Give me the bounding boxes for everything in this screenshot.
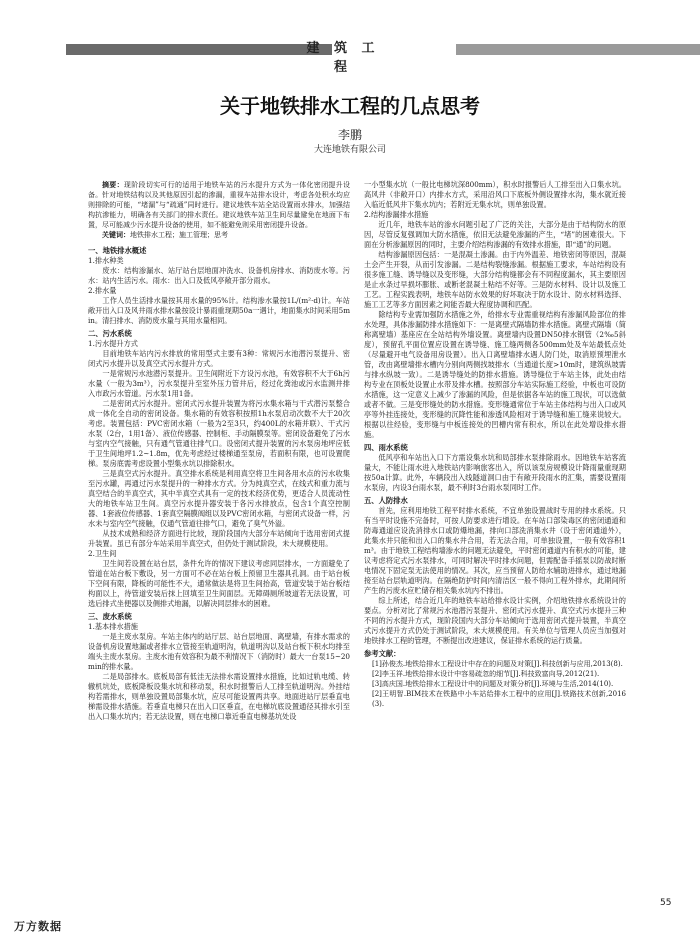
section-tag: 建 筑 工 程 xyxy=(306,41,380,75)
reference-item: [1]孙俊杰.地铁给排水工程设计中存在的问题及对策[J].科技创新与应用,2013(8). xyxy=(372,660,623,668)
reference-item: [2]李玉祥.地铁给排水设计中容易疏忽的细节[J].科技致富向导,2012(21). xyxy=(372,670,600,678)
subsection-heading: 1.排水种类 xyxy=(88,256,124,265)
keywords xyxy=(88,230,350,240)
right-column xyxy=(364,180,626,709)
paragraph: 工作人员生活排水量按其用水量的95%计。结构渗水量按1L/(m²·d)计。车站敞开出入口及风井雨水排水量按设计暴雨重现期50a一遇计，地面集水时间采用5min。清扫排水、消防废水量与其用水量相同。 xyxy=(88,296,351,325)
paragraph: 首先，应利用地铁工程平时排水系统，不宜单独设置战时专用的排水系统。只有当平时设施不完备时，可按人防要求进行增设。在车站口部染毒区的密闭通道和防毒通道应设洗消排水口或防爆地漏，排向口部洗消集水井（设于密闭通道外），此集水井只能和出入口的集水井合用，若无法合用，可单独设置，一般有效容积1m³。由于地铁工程结构墙渗水的问题无法避免，平时密闭通道内有积水的可能，建议考虑将定式污水泵排水，可同时解决平时排水问题，但需配备手摇泵以防战时断电情况下固定泵无法使用的情况。其次，应当预留人防给水辅助进排水，通过地漏接至站台层轨道明沟。在隔绝防护时间内清洁区一般不得向工程外排水，此期间所产生的污废水应贮储存相关集水坑内不排出。 xyxy=(364,506,626,595)
paragraph: 除结构专业需加强防水措施之外，给排水专业需重视结构有渗漏风险部位的排水处理，具体渗漏防排水措施如下：一是离壁式隔墙防排水措施。离壁式隔墙（简称离壁墙）基座应在全站结构外墙设置。离壁墙内设置DN50排水钢管（2‰5斜度），预留孔平面位置应设置在诱导缝、施工缝两侧各500mm处及车站最低点处（尽量避开电气设备用房设置）。出入口离壁墙排水遇人防门处，取消原预埋泄水管，改由离壁墙排水槽内分别向两侧找坡排水（当通道长度>10m时，建筑纵坡需与排水纵坡一致）。二是诱导缝处的防排水措施。诱导缝位于车站主体，此处由结构专业在顶板处设置止水带及排水槽。按照部分车站实际施工经验，中板也可设防水措施，这一定意义上减少了渗漏的风险，但是依据各车站的施工现状，可以选做或者不做。三是变形缝处的防水措施。变形缝通常位于车站主体结构与出入口或风亭等外挂连接处，变形缝的沉降性能和渗透风险相对于诱导缝和施工缝来说较大。根据以往经验，变形缝与中板连接处的凹槽内常有积水，所以在此处增设排水措施。 xyxy=(364,310,626,439)
paragraph: 综上所述，结合近几年的地铁车站给排水设计实例，介绍地铁排水系统设计的要点。分析对比了常规污水池潜污泵提升、密闭式污水提升、真空式污水提升三种不同的污水提升方式，现阶段国内大部分车站倾向于选用密闭式提升装置，半真空式污水提升方式仍处于测试阶段，未大规模使用。有关单位与管理人员应当加强对地铁排水工程的管理，不断提出改进建议，保证排水系统的运行质量。 xyxy=(364,596,626,645)
paragraph: 一小型集水坑（一般比电梯坑深800mm），积水时报警后人工排至出入口集水坑。高风井（非敞开口）内排水方式，采用沿风口下底板外侧设置排水沟，集水就近接入临近低风井下集水坑内；若附近无集水坑，则单独设置。 xyxy=(364,180,626,209)
page-number: 55 xyxy=(660,898,672,908)
author-name: 李鹏 xyxy=(337,128,362,142)
section-heading: 一、地铁排水概述 xyxy=(88,246,147,255)
keywords-text: 地铁排水工程；施工管理；思考 xyxy=(130,231,228,239)
author-affiliation: 大连地铁有限公司 xyxy=(313,145,386,155)
paragraph: 低风亭和车站出入口下方需设集水坑和局部排水泵排除雨水。因地铁车站客流量大，不能让雨水进入地铁站内影响旅客出入，所以该泵房规模设计降雨量重现期按50a计算。此外，车辆段出入线隧道洞口由于有敞开段雨水的汇集，需要设置雨水泵房，内设3台雨水泵，最不利时3台雨水泵同时工作。 xyxy=(364,453,626,492)
left-column xyxy=(88,180,350,722)
abstract-label: 摘要： xyxy=(102,181,124,189)
section-heading: 四、雨水系统 xyxy=(364,443,408,452)
header-bar-left xyxy=(66,44,332,55)
reference-item: [3]高庆国.地铁给排水工程设计中的问题及对策分析[J].环境与生活,2014(10). xyxy=(372,680,614,688)
subsection-heading: 1.基本排水措施 xyxy=(88,622,138,631)
paragraph: 从技术成熟和经济方面进行比较，现阶段国内大部分车站倾向于选用密闭式提升装置。虽已有部分车站采用半真空式，但仍处于测试阶段，未大规模使用。 xyxy=(88,529,350,548)
paragraph: 目前地铁车站内污水排放的常用型式主要有3种：常规污水池潜污泵提升、密闭式污水提升以及真空式污水提升方式。 xyxy=(88,349,350,368)
paragraph: 废水：结构渗漏水、站厅站台层地面冲洗水、设备机房排水、消防废水等。污水：站内生活污水。雨水：出入口及低风亭敞开部分雨水。 xyxy=(88,266,350,285)
paragraph: 近几年，地铁车站的渗水问题引起了广泛的关注，大部分是由于结构防水的原因，尽管反复强调加大防水措施，依旧无法避免渗漏的产生，“堵”的困难很大。下面在分析渗漏原因的同时，主要介绍结构渗漏的有效排水措施，即“通”的问题。 xyxy=(364,220,626,249)
paragraph: 二是密闭式污水提升。密闭式污水提升装置为将污水集水箱与干式潜污泵整合成一体化全自动的密闭设备。集水箱的有效容积按照1h水泵启动次数不大于20次考虑。装置包括：PVC密闭水箱（一般为2至3只，约400L的水箱并联）、干式污水泵（2台，1用1备）、液位传感器、控制柜、手动隔膜泵等。密闭设备避免了污水与室内空气接触，只有通气管通往排气口。设密闭式提升装置的污水泵房地坪应低于卫生间地坪1.2~1.8m，优先考虑经过楼梯通至泵房，若面积有限，也可设置爬梯。泵房底需考虑设置小型集水坑以排除积水。 xyxy=(88,399,350,468)
header-bar-right xyxy=(456,44,700,55)
section-heading: 三、废水系统 xyxy=(88,612,132,621)
subsection-heading: 2.排水量 xyxy=(88,286,117,295)
subsection-heading: 2.卫生间 xyxy=(88,549,117,558)
right-column-body xyxy=(364,180,626,709)
abstract-text: 现阶段切实可行的适用于地铁车站的污水提升方式为一体化密闭提升设备。针对地铁结构以及其他原因引起的渗漏，重视车站排水设计，考虑各处积水均应则排除的可能，“堵漏”与“疏通”同时进行。建议地铁车站全站设置雨水排水，加强结构抗渗能力，明确各有关部门的排水责任。建议地铁车站卫生间尽量避免在地面下布置，尽可能减少污水提升设备的使用，如不能避免则采用密闭提升设备。 xyxy=(88,181,351,229)
abstract xyxy=(88,180,350,230)
paragraph: 三是真空式污水提升。真空排水系统是利用真空将卫生间各用水点的污水收集至污水罐，再通过污水泵提升的一种排水方式。分为纯真空式，在线式和重力流与真空结合的半真空式，其中半真空式具有一定的技术经济优势，更适合人员流动性大的地铁车站卫生间。真空污水提升器安装于各污水排放点，包含1个真空控制器、1套液位传感器、1套真空隔膜阀组以及PVC密闭水箱，与密闭式设备一样，污水未与室内空气接触，仅通气管道往排气口，避免了臭气外溢。 xyxy=(88,469,350,528)
section-heading: 二、污水系统 xyxy=(88,329,132,338)
paragraph: 一是常规污水池潜污泵提升。卫生间附近下方设污水池，有效容积不大于6h污水量（一般为3m³），污水泵提升至室外压力管井后，经过化粪池或污水监测井排入市政污水管道。污水泵1用1备。 xyxy=(88,369,350,398)
paragraph: 结构渗漏原因包括：一是混凝土渗漏。由于内外温差、地铁密闭等原因，混凝土会产生开裂，从而引发渗漏。二是结构裂缝渗漏。根据施工要求，车站结构设有很多施工缝、诱导缝以及变形缝，大部分结构缝都会有不同程度漏水，其主要原因是止水条过早损坏膨胀、或断老混凝土粘结不好等。三是防水材料、设计以及施工工艺。工程实践表明，地铁车站防水效果的好坏取决于防水设计、防水材料选择、施工工艺等多方面因素之间能否最大程度协调和匹配。 xyxy=(364,250,626,309)
paragraph: 卫生间若设置在站台层，条件允许的情况下建议考虑同层排水，一方面避免了管道在站台板下敷设，另一方面可不必在站台板上预留卫生器具孔洞。由于站台板下空间有限，降板的可能性不大，通常做法是将卫生间抬高，管道安装于站台板结构面以上，待管道安装后抹上回填至卫生间面层。无障碍厕所坡道若无法设置，可选后排式坐便器以及侧排式地漏，以解决同层排水的困难。 xyxy=(88,559,350,608)
paragraph: 二是局部排水。底板局部有低洼无法排水需设置排水措施，比如过轨电缆、转辙机坑处，底板降板设集水坑和移动泵，积水时报警后人工排至轨道明沟。外挂结构若需排水，则单独设置局部集水坑，应尽可能设置两共享。地面进站厅层垂直电梯需设排水措施。若垂直电梯只在出入口区垂直，在电梯坑底设置通径其排水引至出入口集水坑内；若无法设置，则在电梯口靠近垂直电梯基坑处设 xyxy=(88,672,350,721)
keywords-label: 关键词： xyxy=(102,231,130,239)
section-heading: 五、人防排水 xyxy=(364,496,408,505)
reference-item: [2]王明智.BIM技术在铁路中小车站给排水工程中的应用[J].铁路技术创新,2016(3). xyxy=(372,690,626,708)
section-heading: 参考文献： xyxy=(364,649,401,658)
article-title: 关于地铁排水工程的几点思考 xyxy=(220,94,480,118)
left-column-body xyxy=(88,246,350,722)
footer-brand: 万方数据 xyxy=(14,920,62,933)
paragraph: 一是主废水泵房。车站主体内的站厅层、站台层地面、离壁墙，有排水需求的设备机房设置地漏或者排水立管接至轨道明沟，轨道明沟以及站台板下积水均排至端头主废水泵房。主废水池有效容积为最不利情况下（消防时）最大一台泵15~20min的排水量。 xyxy=(88,632,350,671)
subsection-heading: 2.结构渗漏排水措施 xyxy=(364,210,429,219)
subsection-heading: 1.污水提升方式 xyxy=(88,339,138,348)
